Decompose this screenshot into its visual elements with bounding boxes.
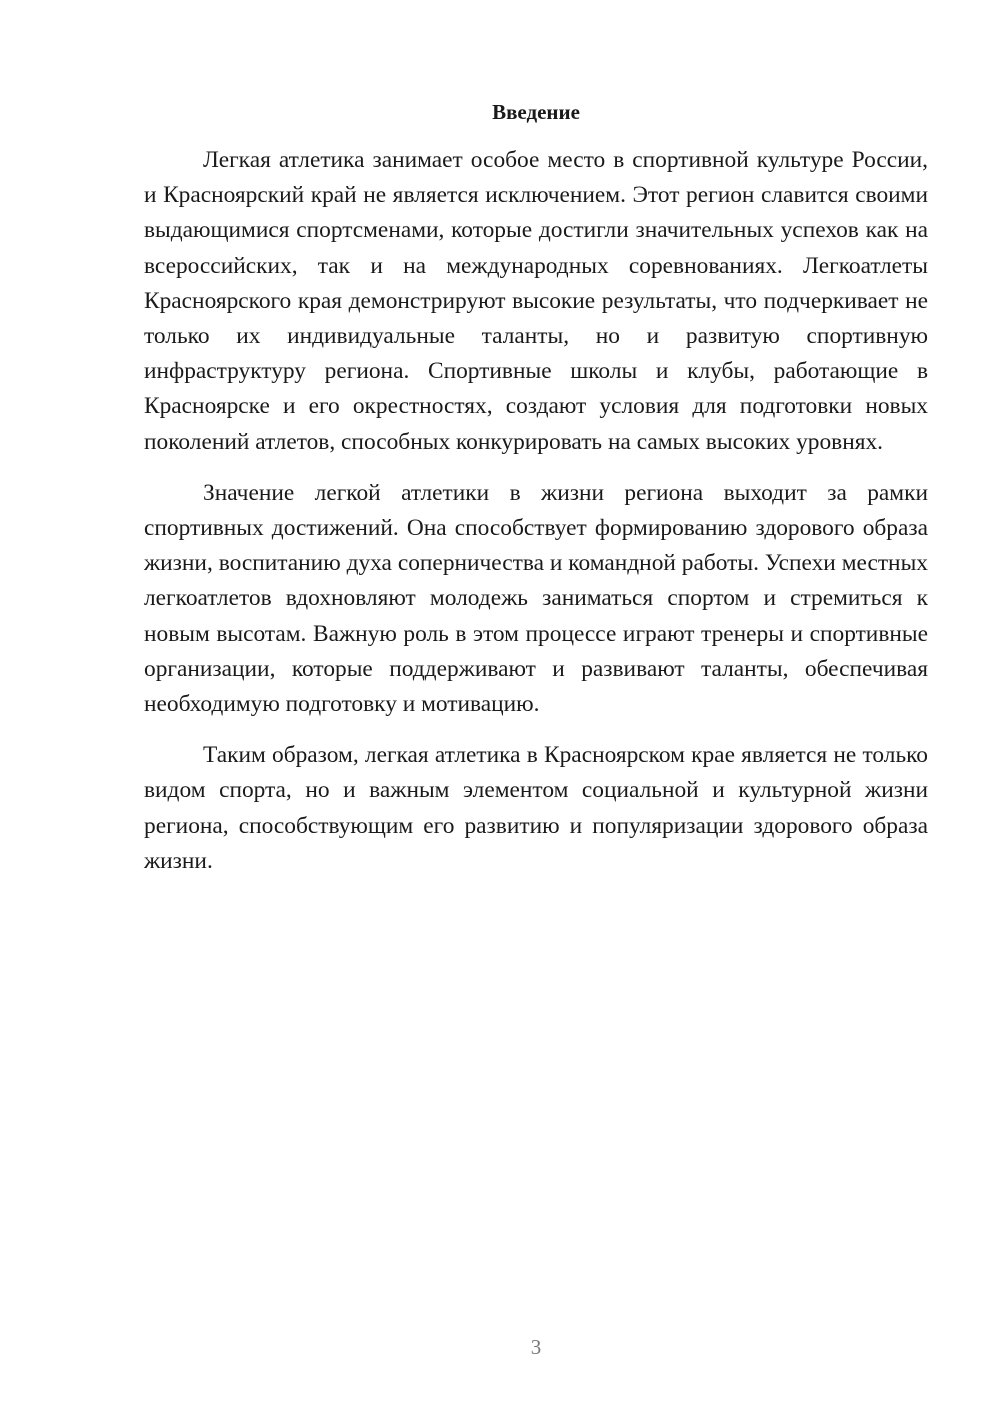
paragraph-1: Легкая атлетика занимает особое место в спортивной культуре России, и Красноярский край не является исключением. Этот регион славится своими выдающимися спортсменами, которые достигли значительных успехов как на всероссийских, так и на международных соревнованиях. Легкоатлеты Красноярского края демонстрируют высокие результаты, что подчеркивает не только их индивидуальные таланты, но и развитую спортивную инфраструктуру региона. Спортивные школы и клубы, работающие в Красноярске и его окрестностях, создают условия для подготовки новых поколений атлетов, способных конкурировать на самых высоких уровнях. bbox=[144, 147, 928, 455]
paragraph-2: Значение легкой атлетики в жизни региона выходит за рамки спортивных достижений. Она способствует формированию здорового образа жизни, воспитанию духа соперничества и командной работы. Успехи местных легкоатлетов вдохновляют молодежь заниматься спортом и стремиться к новым высотам. Важную роль в этом процессе играют тренеры и спортивные организации, которые поддерживают и развивают таланты, обеспечивая необходимую подготовку и мотивацию. bbox=[144, 479, 928, 718]
section-title: Введение bbox=[492, 100, 580, 124]
paragraph-3: Таким образом, легкая атлетика в Красноярском крае является не только видом спорта, но и важным элементом социальной и культурной жизни региона, способствующим его развитию и популяризации здорового образа жизни. bbox=[144, 742, 928, 874]
document-body bbox=[144, 143, 928, 879]
page-number: 3 bbox=[530, 1335, 542, 1359]
